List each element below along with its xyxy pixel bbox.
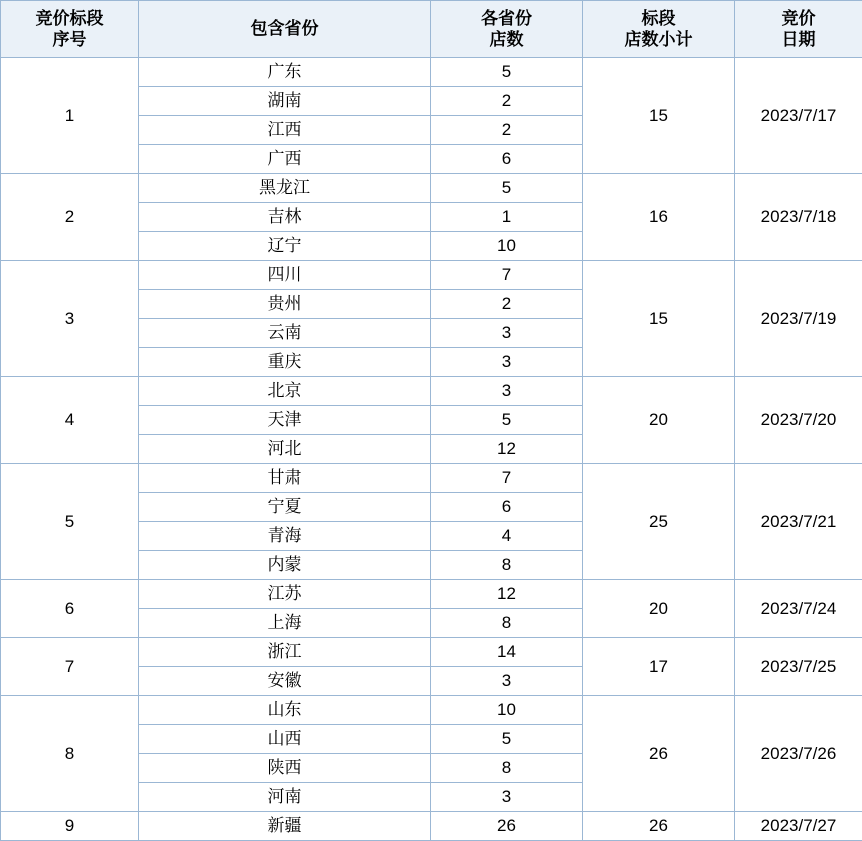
- cell-province-store-count: 3: [431, 783, 583, 812]
- table-row: [1, 696, 862, 725]
- cell-province-store-count: 8: [431, 754, 583, 783]
- cell-province: 河南: [139, 783, 431, 812]
- column-header-province-store-count: [431, 1, 583, 58]
- cell-province: 贵州: [139, 290, 431, 319]
- cell-province: 宁夏: [139, 493, 431, 522]
- cell-bid-date: 2023/7/21: [735, 464, 862, 580]
- column-header-bid-date: [735, 1, 862, 58]
- cell-province: 青海: [139, 522, 431, 551]
- cell-lot-store-subtotal: 15: [583, 58, 735, 174]
- cell-bid-date: 2023/7/27: [735, 812, 862, 841]
- cell-bid-date: 2023/7/20: [735, 377, 862, 464]
- cell-lot-store-subtotal: 17: [583, 638, 735, 696]
- cell-lot-seq: 9: [1, 812, 139, 841]
- cell-lot-store-subtotal: 15: [583, 261, 735, 377]
- header-line: 包含省份: [250, 19, 319, 39]
- header-row: [1, 1, 862, 58]
- table-row: [1, 638, 862, 667]
- header-line: 店数小计: [624, 30, 693, 49]
- header-line: 标段: [641, 8, 676, 28]
- table-row: [1, 174, 862, 203]
- cell-province-store-count: 2: [431, 116, 583, 145]
- cell-province: 四川: [139, 261, 431, 290]
- cell-province: 河北: [139, 435, 431, 464]
- cell-province-store-count: 8: [431, 551, 583, 580]
- cell-province: 江苏: [139, 580, 431, 609]
- cell-lot-store-subtotal: 20: [583, 377, 735, 464]
- cell-province-store-count: 5: [431, 406, 583, 435]
- cell-province: 辽宁: [139, 232, 431, 261]
- cell-province: 北京: [139, 377, 431, 406]
- cell-province-store-count: 3: [431, 667, 583, 696]
- cell-province: 吉林: [139, 203, 431, 232]
- cell-province-store-count: 3: [431, 319, 583, 348]
- column-header-lot-seq: [1, 1, 139, 58]
- cell-province: 陕西: [139, 754, 431, 783]
- column-header-lot-store-subtotal: [583, 1, 735, 58]
- cell-province: 内蒙: [139, 551, 431, 580]
- cell-province-store-count: 12: [431, 435, 583, 464]
- cell-lot-store-subtotal: 26: [583, 696, 735, 812]
- cell-province-store-count: 4: [431, 522, 583, 551]
- cell-lot-seq: 8: [1, 696, 139, 812]
- cell-province: 广西: [139, 145, 431, 174]
- cell-province: 黑龙江: [139, 174, 431, 203]
- table-row: [1, 261, 862, 290]
- cell-province-store-count: 5: [431, 725, 583, 754]
- cell-province: 山东: [139, 696, 431, 725]
- cell-lot-seq: 5: [1, 464, 139, 580]
- cell-province-store-count: 7: [431, 261, 583, 290]
- cell-province-store-count: 2: [431, 87, 583, 116]
- cell-province-store-count: 1: [431, 203, 583, 232]
- column-header-provinces: [139, 1, 431, 58]
- cell-province-store-count: 2: [431, 290, 583, 319]
- cell-province: 上海: [139, 609, 431, 638]
- cell-lot-store-subtotal: 20: [583, 580, 735, 638]
- header-line: 竞价: [781, 8, 816, 28]
- cell-lot-seq: 6: [1, 580, 139, 638]
- cell-province: 江西: [139, 116, 431, 145]
- table-row: [1, 464, 862, 493]
- cell-province: 安徽: [139, 667, 431, 696]
- cell-province: 甘肃: [139, 464, 431, 493]
- cell-bid-date: 2023/7/17: [735, 58, 862, 174]
- cell-bid-date: 2023/7/25: [735, 638, 862, 696]
- header-line: 序号: [52, 30, 87, 49]
- table-header: [1, 1, 862, 58]
- cell-bid-date: 2023/7/18: [735, 174, 862, 261]
- cell-province-store-count: 6: [431, 493, 583, 522]
- header-line: 各省份: [481, 8, 532, 28]
- cell-province: 新疆: [139, 812, 431, 841]
- cell-province: 浙江: [139, 638, 431, 667]
- cell-province: 湖南: [139, 87, 431, 116]
- cell-lot-store-subtotal: 25: [583, 464, 735, 580]
- table-row: [1, 580, 862, 609]
- cell-province-store-count: 26: [431, 812, 583, 841]
- header-line: 竞价标段: [35, 8, 104, 28]
- cell-bid-date: 2023/7/26: [735, 696, 862, 812]
- cell-lot-store-subtotal: 26: [583, 812, 735, 841]
- cell-province: 云南: [139, 319, 431, 348]
- cell-province: 天津: [139, 406, 431, 435]
- cell-province-store-count: 10: [431, 232, 583, 261]
- cell-lot-seq: 7: [1, 638, 139, 696]
- cell-province: 广东: [139, 58, 431, 87]
- cell-province-store-count: 12: [431, 580, 583, 609]
- header-line: 店数: [489, 30, 524, 49]
- cell-lot-seq: 4: [1, 377, 139, 464]
- table-body: [1, 58, 862, 841]
- cell-province-store-count: 10: [431, 696, 583, 725]
- cell-province-store-count: 3: [431, 377, 583, 406]
- cell-lot-seq: 2: [1, 174, 139, 261]
- cell-province: 山西: [139, 725, 431, 754]
- table-row: [1, 58, 862, 87]
- cell-bid-date: 2023/7/19: [735, 261, 862, 377]
- cell-province-store-count: 14: [431, 638, 583, 667]
- cell-lot-seq: 1: [1, 58, 139, 174]
- cell-lot-store-subtotal: 16: [583, 174, 735, 261]
- header-line: 日期: [781, 30, 816, 49]
- cell-province: 重庆: [139, 348, 431, 377]
- cell-lot-seq: 3: [1, 261, 139, 377]
- cell-bid-date: 2023/7/24: [735, 580, 862, 638]
- cell-province-store-count: 7: [431, 464, 583, 493]
- table-row: [1, 377, 862, 406]
- cell-province-store-count: 6: [431, 145, 583, 174]
- cell-province-store-count: 3: [431, 348, 583, 377]
- cell-province-store-count: 5: [431, 58, 583, 87]
- cell-province-store-count: 5: [431, 174, 583, 203]
- table-row: [1, 812, 862, 841]
- cell-province-store-count: 8: [431, 609, 583, 638]
